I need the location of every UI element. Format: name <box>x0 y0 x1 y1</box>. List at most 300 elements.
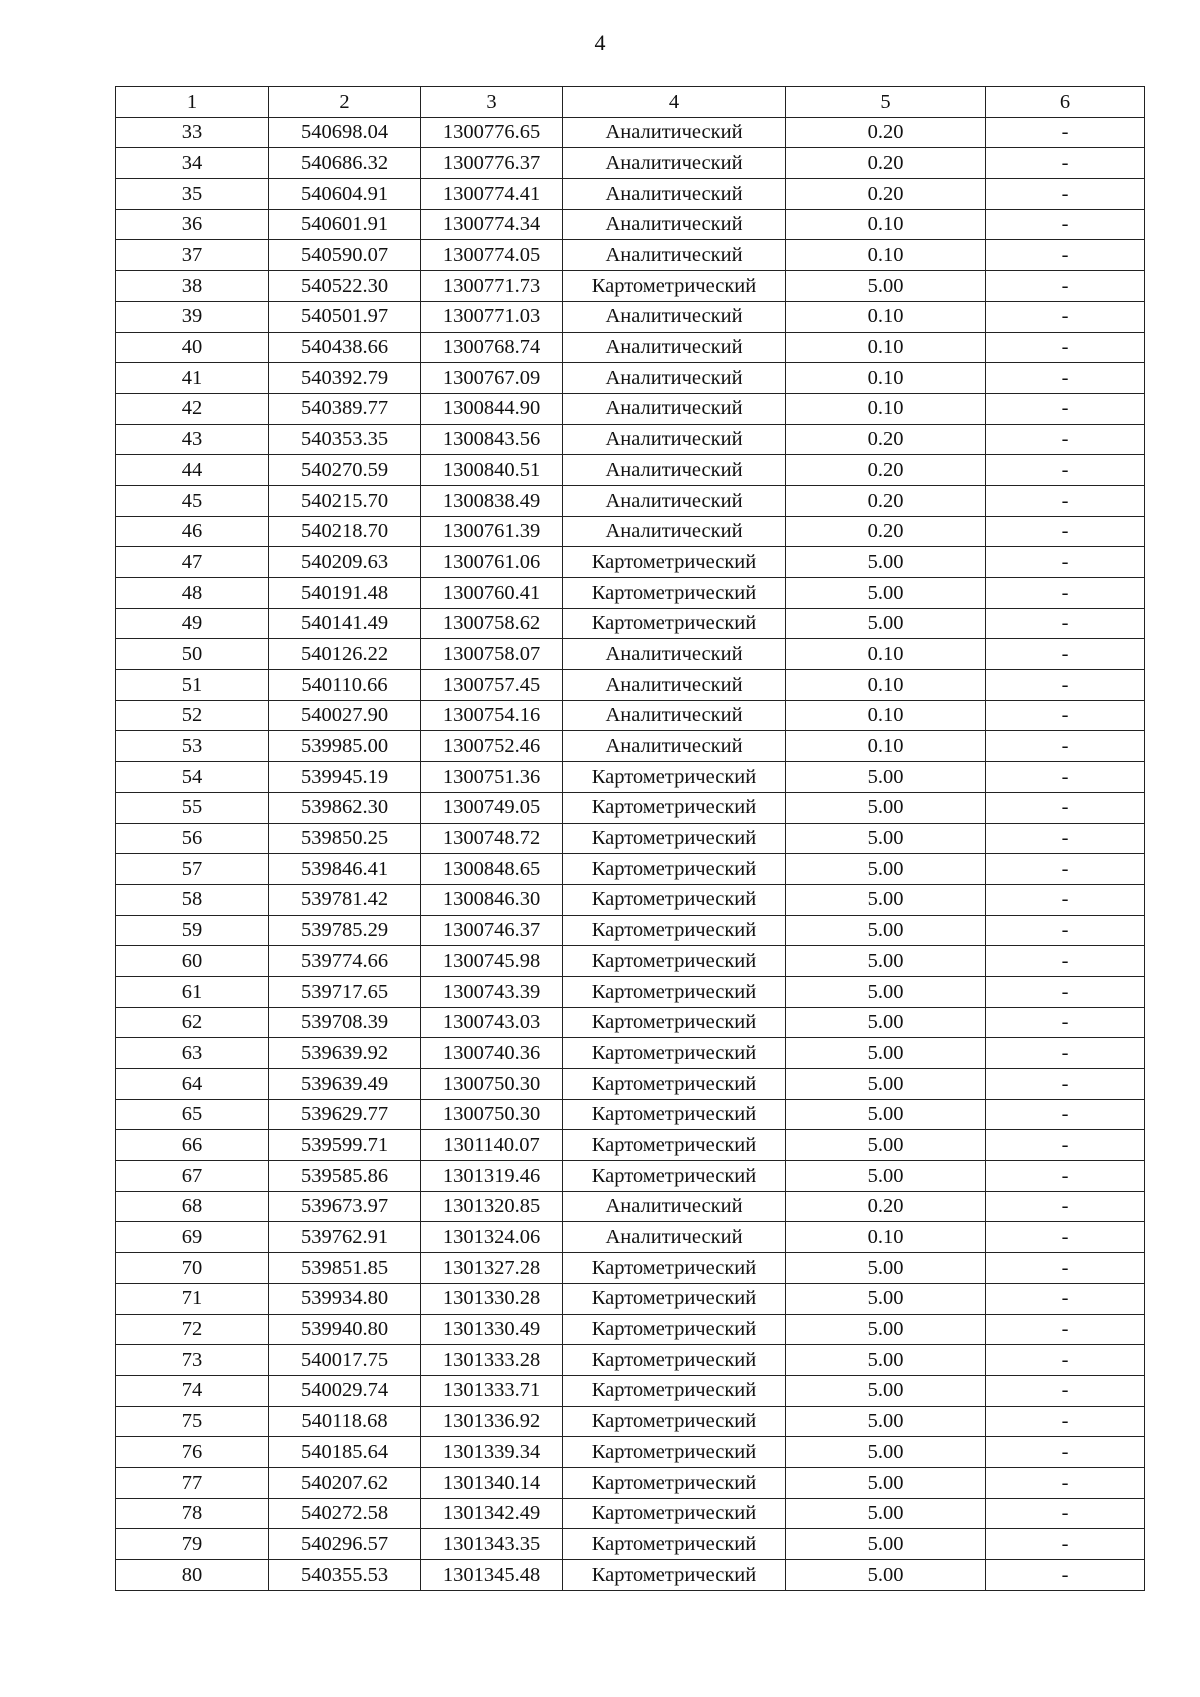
method-cell: Аналитический <box>563 363 786 394</box>
note-cell: - <box>986 1314 1145 1345</box>
point-number-cell: 67 <box>116 1161 269 1192</box>
note-cell: - <box>986 1191 1145 1222</box>
column-header: 2 <box>269 87 421 118</box>
point-number-cell: 71 <box>116 1283 269 1314</box>
coordinate-x-cell: 540027.90 <box>269 700 421 731</box>
table-row <box>116 1069 1145 1100</box>
coordinate-y-cell: 1300760.41 <box>421 578 563 609</box>
table-body <box>116 117 1145 1590</box>
note-cell: - <box>986 117 1145 148</box>
table-row <box>116 1222 1145 1253</box>
coordinate-x-cell: 539673.97 <box>269 1191 421 1222</box>
note-cell: - <box>986 670 1145 701</box>
accuracy-cell: 5.00 <box>786 946 986 977</box>
coordinate-x-cell: 540590.07 <box>269 240 421 271</box>
point-number-cell: 70 <box>116 1253 269 1284</box>
coordinate-y-cell: 1300840.51 <box>421 455 563 486</box>
table-row <box>116 700 1145 731</box>
accuracy-cell: 0.10 <box>786 670 986 701</box>
coordinate-x-cell: 540501.97 <box>269 301 421 332</box>
table-row <box>116 854 1145 885</box>
point-number-cell: 40 <box>116 332 269 363</box>
column-header: 5 <box>786 87 986 118</box>
table-row <box>116 1099 1145 1130</box>
accuracy-cell: 5.00 <box>786 1130 986 1161</box>
method-cell: Картометрический <box>563 1437 786 1468</box>
accuracy-cell: 0.10 <box>786 1222 986 1253</box>
table-row <box>116 1498 1145 1529</box>
accuracy-cell: 5.00 <box>786 762 986 793</box>
accuracy-cell: 0.20 <box>786 485 986 516</box>
point-number-cell: 79 <box>116 1529 269 1560</box>
table-row <box>116 547 1145 578</box>
coordinate-x-cell: 539851.85 <box>269 1253 421 1284</box>
table-row <box>116 1130 1145 1161</box>
coordinate-y-cell: 1300846.30 <box>421 884 563 915</box>
note-cell: - <box>986 1283 1145 1314</box>
coordinate-x-cell: 540686.32 <box>269 148 421 179</box>
note-cell: - <box>986 1130 1145 1161</box>
point-number-cell: 72 <box>116 1314 269 1345</box>
coordinate-y-cell: 1300761.06 <box>421 547 563 578</box>
coordinate-x-cell: 540522.30 <box>269 271 421 302</box>
coordinate-x-cell: 539639.92 <box>269 1038 421 1069</box>
note-cell: - <box>986 1345 1145 1376</box>
table-row <box>116 332 1145 363</box>
table-row <box>116 271 1145 302</box>
coordinate-y-cell: 1300848.65 <box>421 854 563 885</box>
accuracy-cell: 0.10 <box>786 209 986 240</box>
table-row <box>116 179 1145 210</box>
method-cell: Аналитический <box>563 731 786 762</box>
point-number-cell: 53 <box>116 731 269 762</box>
method-cell: Картометрический <box>563 792 786 823</box>
coordinate-y-cell: 1300843.56 <box>421 424 563 455</box>
coordinate-x-cell: 540017.75 <box>269 1345 421 1376</box>
coordinate-x-cell: 539639.49 <box>269 1069 421 1100</box>
method-cell: Картометрический <box>563 578 786 609</box>
coordinate-x-cell: 540604.91 <box>269 179 421 210</box>
accuracy-cell: 5.00 <box>786 1560 986 1591</box>
table-row <box>116 670 1145 701</box>
point-number-cell: 39 <box>116 301 269 332</box>
column-header: 6 <box>986 87 1145 118</box>
coordinate-x-cell: 540215.70 <box>269 485 421 516</box>
note-cell: - <box>986 639 1145 670</box>
coordinate-y-cell: 1301340.14 <box>421 1467 563 1498</box>
note-cell: - <box>986 700 1145 731</box>
coordinate-x-cell: 540185.64 <box>269 1437 421 1468</box>
coordinate-y-cell: 1301327.28 <box>421 1253 563 1284</box>
method-cell: Картометрический <box>563 547 786 578</box>
accuracy-cell: 0.10 <box>786 393 986 424</box>
point-number-cell: 58 <box>116 884 269 915</box>
point-number-cell: 44 <box>116 455 269 486</box>
accuracy-cell: 0.10 <box>786 301 986 332</box>
accuracy-cell: 0.10 <box>786 731 986 762</box>
accuracy-cell: 5.00 <box>786 1345 986 1376</box>
coordinate-y-cell: 1300771.03 <box>421 301 563 332</box>
coordinate-x-cell: 539862.30 <box>269 792 421 823</box>
note-cell: - <box>986 1007 1145 1038</box>
point-number-cell: 35 <box>116 179 269 210</box>
coordinate-y-cell: 1301339.34 <box>421 1437 563 1468</box>
column-header: 1 <box>116 87 269 118</box>
method-cell: Картометрический <box>563 1314 786 1345</box>
point-number-cell: 61 <box>116 976 269 1007</box>
point-number-cell: 62 <box>116 1007 269 1038</box>
note-cell: - <box>986 1222 1145 1253</box>
method-cell: Картометрический <box>563 1467 786 1498</box>
point-number-cell: 41 <box>116 363 269 394</box>
coordinate-y-cell: 1300844.90 <box>421 393 563 424</box>
method-cell: Картометрический <box>563 1069 786 1100</box>
note-cell: - <box>986 209 1145 240</box>
accuracy-cell: 5.00 <box>786 271 986 302</box>
coordinate-x-cell: 539774.66 <box>269 946 421 977</box>
point-number-cell: 80 <box>116 1560 269 1591</box>
method-cell: Картометрический <box>563 1161 786 1192</box>
note-cell: - <box>986 1529 1145 1560</box>
method-cell: Картометрический <box>563 1345 786 1376</box>
table-row <box>116 823 1145 854</box>
accuracy-cell: 5.00 <box>786 1069 986 1100</box>
accuracy-cell: 5.00 <box>786 1007 986 1038</box>
page-number: 4 <box>594 30 606 55</box>
accuracy-cell: 0.10 <box>786 700 986 731</box>
note-cell: - <box>986 485 1145 516</box>
table-row <box>116 1283 1145 1314</box>
method-cell: Картометрический <box>563 608 786 639</box>
coordinates-table <box>115 86 1145 1591</box>
coordinate-y-cell: 1300752.46 <box>421 731 563 762</box>
method-cell: Картометрический <box>563 946 786 977</box>
point-number-cell: 74 <box>116 1375 269 1406</box>
table-row <box>116 1529 1145 1560</box>
coordinate-y-cell: 1300740.36 <box>421 1038 563 1069</box>
accuracy-cell: 5.00 <box>786 608 986 639</box>
point-number-cell: 75 <box>116 1406 269 1437</box>
table-row <box>116 762 1145 793</box>
method-cell: Картометрический <box>563 1253 786 1284</box>
accuracy-cell: 5.00 <box>786 1498 986 1529</box>
table-row <box>116 393 1145 424</box>
accuracy-cell: 5.00 <box>786 1099 986 1130</box>
note-cell: - <box>986 1161 1145 1192</box>
accuracy-cell: 0.10 <box>786 240 986 271</box>
point-number-cell: 34 <box>116 148 269 179</box>
note-cell: - <box>986 915 1145 946</box>
point-number-cell: 54 <box>116 762 269 793</box>
coordinate-y-cell: 1301330.28 <box>421 1283 563 1314</box>
note-cell: - <box>986 1498 1145 1529</box>
note-cell: - <box>986 1437 1145 1468</box>
method-cell: Картометрический <box>563 1038 786 1069</box>
coordinate-x-cell: 540209.63 <box>269 547 421 578</box>
point-number-cell: 63 <box>116 1038 269 1069</box>
method-cell: Аналитический <box>563 393 786 424</box>
accuracy-cell: 5.00 <box>786 1314 986 1345</box>
note-cell: - <box>986 884 1145 915</box>
method-cell: Картометрический <box>563 1406 786 1437</box>
accuracy-cell: 0.10 <box>786 332 986 363</box>
accuracy-cell: 5.00 <box>786 915 986 946</box>
coordinate-x-cell: 540296.57 <box>269 1529 421 1560</box>
coordinate-x-cell: 540118.68 <box>269 1406 421 1437</box>
coordinate-x-cell: 539846.41 <box>269 854 421 885</box>
point-number-cell: 51 <box>116 670 269 701</box>
coordinate-x-cell: 539708.39 <box>269 1007 421 1038</box>
method-cell: Картометрический <box>563 1130 786 1161</box>
method-cell: Аналитический <box>563 179 786 210</box>
table-row <box>116 792 1145 823</box>
table-row <box>116 976 1145 1007</box>
note-cell: - <box>986 578 1145 609</box>
table-row <box>116 639 1145 670</box>
coordinate-y-cell: 1300758.62 <box>421 608 563 639</box>
note-cell: - <box>986 792 1145 823</box>
coordinate-y-cell: 1301333.71 <box>421 1375 563 1406</box>
table-row <box>116 485 1145 516</box>
coordinate-x-cell: 540029.74 <box>269 1375 421 1406</box>
note-cell: - <box>986 1253 1145 1284</box>
point-number-cell: 59 <box>116 915 269 946</box>
table-row <box>116 1437 1145 1468</box>
coordinate-y-cell: 1300745.98 <box>421 946 563 977</box>
table-row <box>116 1314 1145 1345</box>
point-number-cell: 38 <box>116 271 269 302</box>
point-number-cell: 48 <box>116 578 269 609</box>
method-cell: Картометрический <box>563 1283 786 1314</box>
note-cell: - <box>986 1375 1145 1406</box>
table-row <box>116 1560 1145 1591</box>
coordinate-x-cell: 539781.42 <box>269 884 421 915</box>
note-cell: - <box>986 762 1145 793</box>
coordinate-x-cell: 540353.35 <box>269 424 421 455</box>
note-cell: - <box>986 363 1145 394</box>
accuracy-cell: 5.00 <box>786 547 986 578</box>
coordinate-x-cell: 540141.49 <box>269 608 421 639</box>
method-cell: Картометрический <box>563 1375 786 1406</box>
note-cell: - <box>986 823 1145 854</box>
coordinate-y-cell: 1300767.09 <box>421 363 563 394</box>
accuracy-cell: 5.00 <box>786 1375 986 1406</box>
table-row <box>116 1467 1145 1498</box>
note-cell: - <box>986 854 1145 885</box>
accuracy-cell: 0.20 <box>786 117 986 148</box>
coordinate-y-cell: 1301320.85 <box>421 1191 563 1222</box>
table-row <box>116 578 1145 609</box>
coordinate-y-cell: 1300746.37 <box>421 915 563 946</box>
coordinate-y-cell: 1300750.30 <box>421 1099 563 1130</box>
coordinate-y-cell: 1301343.35 <box>421 1529 563 1560</box>
point-number-cell: 36 <box>116 209 269 240</box>
table-row <box>116 1161 1145 1192</box>
note-cell: - <box>986 240 1145 271</box>
point-number-cell: 43 <box>116 424 269 455</box>
coordinate-x-cell: 540389.77 <box>269 393 421 424</box>
method-cell: Картометрический <box>563 1498 786 1529</box>
point-number-cell: 49 <box>116 608 269 639</box>
coordinate-y-cell: 1300761.39 <box>421 516 563 547</box>
accuracy-cell: 5.00 <box>786 1406 986 1437</box>
note-cell: - <box>986 1069 1145 1100</box>
note-cell: - <box>986 547 1145 578</box>
accuracy-cell: 5.00 <box>786 1437 986 1468</box>
coordinate-y-cell: 1301330.49 <box>421 1314 563 1345</box>
point-number-cell: 46 <box>116 516 269 547</box>
coordinate-x-cell: 540110.66 <box>269 670 421 701</box>
table-row <box>116 1253 1145 1284</box>
method-cell: Аналитический <box>563 1191 786 1222</box>
method-cell: Аналитический <box>563 148 786 179</box>
coordinate-x-cell: 540355.53 <box>269 1560 421 1591</box>
accuracy-cell: 0.20 <box>786 516 986 547</box>
point-number-cell: 42 <box>116 393 269 424</box>
coordinate-x-cell: 539717.65 <box>269 976 421 1007</box>
coordinate-x-cell: 540272.58 <box>269 1498 421 1529</box>
note-cell: - <box>986 608 1145 639</box>
coordinate-x-cell: 539599.71 <box>269 1130 421 1161</box>
method-cell: Картометрический <box>563 884 786 915</box>
method-cell: Картометрический <box>563 1560 786 1591</box>
note-cell: - <box>986 1406 1145 1437</box>
coordinate-x-cell: 539940.80 <box>269 1314 421 1345</box>
note-cell: - <box>986 1038 1145 1069</box>
method-cell: Аналитический <box>563 301 786 332</box>
table-row <box>116 363 1145 394</box>
coordinate-y-cell: 1300776.65 <box>421 117 563 148</box>
method-cell: Аналитический <box>563 117 786 148</box>
column-header: 4 <box>563 87 786 118</box>
accuracy-cell: 5.00 <box>786 854 986 885</box>
table-row <box>116 608 1145 639</box>
method-cell: Картометрический <box>563 762 786 793</box>
table-row <box>116 1345 1145 1376</box>
method-cell: Аналитический <box>563 516 786 547</box>
coordinate-y-cell: 1300771.73 <box>421 271 563 302</box>
accuracy-cell: 5.00 <box>786 578 986 609</box>
point-number-cell: 60 <box>116 946 269 977</box>
coordinate-x-cell: 540191.48 <box>269 578 421 609</box>
table-row <box>116 915 1145 946</box>
coordinate-y-cell: 1301336.92 <box>421 1406 563 1437</box>
note-cell: - <box>986 148 1145 179</box>
coordinate-y-cell: 1301140.07 <box>421 1130 563 1161</box>
table-row <box>116 1375 1145 1406</box>
coordinate-y-cell: 1301324.06 <box>421 1222 563 1253</box>
note-cell: - <box>986 976 1145 1007</box>
accuracy-cell: 0.20 <box>786 424 986 455</box>
table-row <box>116 1406 1145 1437</box>
point-number-cell: 65 <box>116 1099 269 1130</box>
coordinate-y-cell: 1300750.30 <box>421 1069 563 1100</box>
coordinate-y-cell: 1300749.05 <box>421 792 563 823</box>
method-cell: Картометрический <box>563 271 786 302</box>
point-number-cell: 66 <box>116 1130 269 1161</box>
point-number-cell: 73 <box>116 1345 269 1376</box>
method-cell: Аналитический <box>563 639 786 670</box>
coordinate-x-cell: 540270.59 <box>269 455 421 486</box>
coordinate-y-cell: 1300774.41 <box>421 179 563 210</box>
note-cell: - <box>986 516 1145 547</box>
column-header: 3 <box>421 87 563 118</box>
coordinate-x-cell: 540207.62 <box>269 1467 421 1498</box>
table-row <box>116 516 1145 547</box>
coordinate-y-cell: 1301333.28 <box>421 1345 563 1376</box>
table-row <box>116 1038 1145 1069</box>
note-cell: - <box>986 946 1145 977</box>
point-number-cell: 77 <box>116 1467 269 1498</box>
coordinate-y-cell: 1300743.39 <box>421 976 563 1007</box>
table-header-row <box>116 87 1145 118</box>
coordinate-y-cell: 1300757.45 <box>421 670 563 701</box>
table-row <box>116 148 1145 179</box>
point-number-cell: 78 <box>116 1498 269 1529</box>
note-cell: - <box>986 1099 1145 1130</box>
method-cell: Картометрический <box>563 976 786 1007</box>
table-row <box>116 424 1145 455</box>
table-row <box>116 209 1145 240</box>
method-cell: Картометрический <box>563 1099 786 1130</box>
table-row <box>116 301 1145 332</box>
point-number-cell: 37 <box>116 240 269 271</box>
coordinate-x-cell: 539762.91 <box>269 1222 421 1253</box>
method-cell: Аналитический <box>563 240 786 271</box>
accuracy-cell: 5.00 <box>786 1283 986 1314</box>
method-cell: Аналитический <box>563 485 786 516</box>
point-number-cell: 68 <box>116 1191 269 1222</box>
coordinate-y-cell: 1300768.74 <box>421 332 563 363</box>
coordinate-x-cell: 540698.04 <box>269 117 421 148</box>
note-cell: - <box>986 1560 1145 1591</box>
accuracy-cell: 0.10 <box>786 639 986 670</box>
point-number-cell: 57 <box>116 854 269 885</box>
accuracy-cell: 5.00 <box>786 792 986 823</box>
method-cell: Аналитический <box>563 424 786 455</box>
coordinate-x-cell: 540392.79 <box>269 363 421 394</box>
accuracy-cell: 5.00 <box>786 1253 986 1284</box>
method-cell: Картометрический <box>563 854 786 885</box>
note-cell: - <box>986 301 1145 332</box>
accuracy-cell: 5.00 <box>786 1529 986 1560</box>
coordinate-x-cell: 539945.19 <box>269 762 421 793</box>
coordinate-x-cell: 539629.77 <box>269 1099 421 1130</box>
accuracy-cell: 0.10 <box>786 363 986 394</box>
coordinate-y-cell: 1300743.03 <box>421 1007 563 1038</box>
point-number-cell: 56 <box>116 823 269 854</box>
coordinate-x-cell: 540218.70 <box>269 516 421 547</box>
coordinate-x-cell: 539850.25 <box>269 823 421 854</box>
method-cell: Аналитический <box>563 1222 786 1253</box>
table-row <box>116 884 1145 915</box>
note-cell: - <box>986 455 1145 486</box>
point-number-cell: 55 <box>116 792 269 823</box>
coordinate-x-cell: 539585.86 <box>269 1161 421 1192</box>
coordinate-y-cell: 1300774.34 <box>421 209 563 240</box>
coordinate-y-cell: 1300758.07 <box>421 639 563 670</box>
coordinate-x-cell: 539985.00 <box>269 731 421 762</box>
accuracy-cell: 0.20 <box>786 179 986 210</box>
point-number-cell: 47 <box>116 547 269 578</box>
accuracy-cell: 5.00 <box>786 1161 986 1192</box>
method-cell: Картометрический <box>563 915 786 946</box>
method-cell: Аналитический <box>563 455 786 486</box>
coordinate-y-cell: 1300838.49 <box>421 485 563 516</box>
table-row <box>116 1007 1145 1038</box>
coordinate-y-cell: 1300774.05 <box>421 240 563 271</box>
note-cell: - <box>986 332 1145 363</box>
